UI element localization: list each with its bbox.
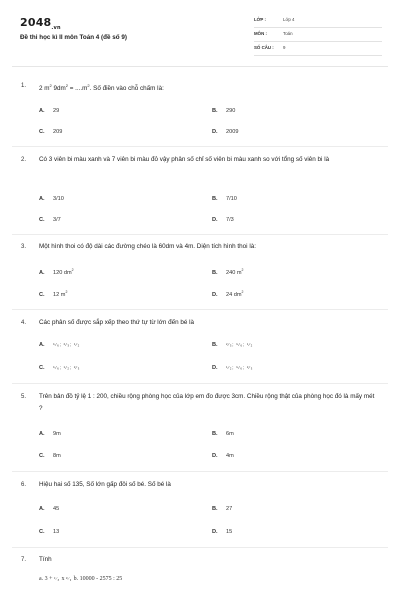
option-letter: B. — [212, 431, 218, 437]
option-letter: C. — [39, 217, 45, 223]
question-divider — [12, 471, 388, 472]
option-text: 7/3 — [226, 217, 234, 223]
option-letter: A. — [39, 506, 45, 512]
expr-part: a. 3 + — [39, 576, 53, 582]
meta-value: Toán — [283, 31, 293, 36]
option-text: 240 m — [226, 269, 242, 276]
option-letter: A. — [39, 108, 45, 114]
option-text: 27 — [226, 506, 233, 512]
option-a[interactable] — [39, 268, 74, 276]
logo-text: 2048 — [20, 16, 52, 29]
option-letter: C. — [39, 453, 45, 459]
question-stem: Một hình thoi có độ dài các đường chéo là 60dm và 4m. Diện tích hình thoi là: — [39, 243, 256, 250]
option-c[interactable] — [39, 290, 67, 298]
option-b[interactable] — [212, 268, 244, 276]
option-c[interactable] — [39, 217, 61, 223]
option-text: 15 — [226, 529, 233, 535]
question-stem — [39, 80, 377, 95]
option-sup: 2 — [241, 268, 244, 272]
question-divider — [12, 547, 388, 548]
question-divider — [12, 309, 388, 310]
question-number: 2. — [21, 157, 27, 163]
question-stem: Trên bản đồ tỷ lệ 1 : 200, chiều rộng phòng học của lớp em đo được 3cm. Chiều rộng thật của phòng học đó là mấy mét ? — [39, 393, 375, 412]
calculation-expression — [39, 576, 122, 582]
question-number: 5. — [21, 394, 27, 400]
option-text: 3/7 — [53, 217, 61, 223]
question-stem: Các phân số được sắp xếp theo thứ tự từ lớn đến bé là — [39, 319, 194, 326]
option-sup: 2 — [71, 268, 74, 272]
option-d[interactable] — [212, 529, 232, 535]
option-text: 3/10 — [53, 196, 64, 202]
question-stem: Có 3 viên bi màu xanh và 7 viên bi màu đỏ vậy phân số chỉ số viên bi màu xanh so với tổng số viên bi là — [39, 156, 330, 163]
option-b[interactable] — [212, 506, 232, 512]
expr-fraction: ⁸⁄₉ — [65, 576, 73, 582]
meta-label: SỐ CÂU : — [254, 45, 274, 50]
stem-part: = ....m — [67, 85, 88, 93]
option-letter: B. — [212, 342, 218, 348]
option-a[interactable] — [39, 506, 59, 512]
option-letter: B. — [212, 269, 218, 276]
meta-subject — [254, 29, 382, 42]
expr-fraction: ³⁄₈ — [54, 576, 60, 582]
meta-class — [254, 15, 382, 28]
option-text: ²⁄₃; ⁵⁄₆; ¹⁄₂ — [226, 342, 254, 348]
expr-part: x — [61, 576, 65, 582]
option-letter: B. — [212, 108, 218, 114]
option-text: ⁵⁄₆; ²⁄₃; ¹⁄₂ — [53, 342, 81, 348]
logo-suffix: .vn — [51, 25, 61, 32]
option-letter: D. — [212, 529, 218, 535]
option-letter: C. — [39, 529, 45, 535]
meta-label: MÔN : — [254, 31, 267, 36]
option-text: 6m — [226, 431, 234, 437]
option-text: 24 dm — [226, 291, 242, 298]
option-b[interactable] — [212, 431, 234, 437]
option-letter: A. — [39, 342, 45, 348]
stem-sup: 2 — [49, 83, 52, 88]
option-letter: A. — [39, 196, 45, 202]
option-sup: 2 — [65, 290, 68, 294]
option-letter: A. — [39, 269, 45, 276]
option-a[interactable] — [39, 108, 59, 114]
option-letter: D. — [212, 453, 218, 459]
option-letter: C. — [39, 291, 45, 298]
option-d[interactable] — [212, 453, 234, 459]
option-text: 45 — [53, 506, 60, 512]
logo — [20, 16, 61, 31]
option-d[interactable] — [212, 217, 234, 223]
option-letter: D. — [212, 365, 218, 371]
option-sup: 2 — [241, 290, 244, 294]
question-divider — [12, 383, 388, 384]
option-letter: D. — [212, 129, 218, 135]
option-c[interactable] — [39, 529, 59, 535]
option-text: 13 — [53, 529, 60, 535]
option-text: 7/10 — [226, 196, 237, 202]
stem-part: 2 m — [39, 85, 50, 93]
meta-question-count — [254, 43, 382, 56]
option-b[interactable] — [212, 196, 237, 202]
option-d[interactable] — [212, 129, 238, 135]
question-number: 6. — [21, 482, 27, 488]
stem-part: 9dm — [51, 85, 66, 93]
option-b[interactable] — [212, 342, 253, 348]
question-number: 4. — [21, 320, 27, 326]
option-a[interactable] — [39, 431, 61, 437]
meta-label: LỚP : — [254, 17, 266, 22]
option-text: 29 — [53, 108, 60, 114]
option-text: 2009 — [226, 129, 239, 135]
option-b[interactable] — [212, 108, 235, 114]
meta-value: Lớp 4 — [283, 17, 295, 22]
option-c[interactable] — [39, 453, 61, 459]
option-letter: A. — [39, 431, 45, 437]
option-c[interactable] — [39, 365, 80, 371]
option-c[interactable] — [39, 129, 62, 135]
question-stem: Hiệu hai số 135, Số lớn gấp đôi số bé. Số bé là — [39, 481, 171, 488]
question-stem: Tính — [39, 556, 52, 563]
option-text: 120 dm — [53, 269, 72, 276]
stem-sup: 2 — [87, 83, 90, 88]
stem-sup: 2 — [65, 83, 68, 88]
question-number: 3. — [21, 244, 27, 250]
question-divider — [12, 234, 388, 235]
header-divider — [12, 66, 388, 67]
meta-value: 9 — [283, 45, 286, 50]
question-number: 1. — [21, 83, 27, 89]
option-letter: C. — [39, 129, 45, 135]
option-a[interactable] — [39, 196, 64, 202]
question-divider — [12, 146, 388, 147]
option-letter: B. — [212, 506, 218, 512]
option-letter: B. — [212, 196, 218, 202]
option-text: 12 m — [53, 291, 66, 298]
option-text: ⁵⁄₆; ¹⁄₂; ²⁄₃ — [53, 365, 81, 371]
option-d[interactable] — [212, 290, 244, 298]
option-a[interactable] — [39, 342, 80, 348]
option-letter: C. — [39, 365, 45, 371]
option-text: 4m — [226, 453, 234, 459]
option-text: ¹⁄₂; ⁵⁄₆; ²⁄₃ — [226, 365, 254, 371]
option-d[interactable] — [212, 365, 253, 371]
option-text: 9m — [53, 431, 61, 437]
option-text: 8m — [53, 453, 61, 459]
exam-title: Đề thi học kì II môn Toán 4 (đề số 9) — [20, 34, 127, 41]
question-number: 7. — [21, 557, 27, 563]
option-letter: D. — [212, 217, 218, 223]
option-text: 290 — [226, 108, 236, 114]
expr-part: b. 10000 - 2575 : 25 — [73, 576, 123, 582]
option-letter: D. — [212, 291, 218, 298]
option-text: 209 — [53, 129, 63, 135]
stem-part: . Số điền vào chỗ chấm là: — [89, 85, 164, 93]
